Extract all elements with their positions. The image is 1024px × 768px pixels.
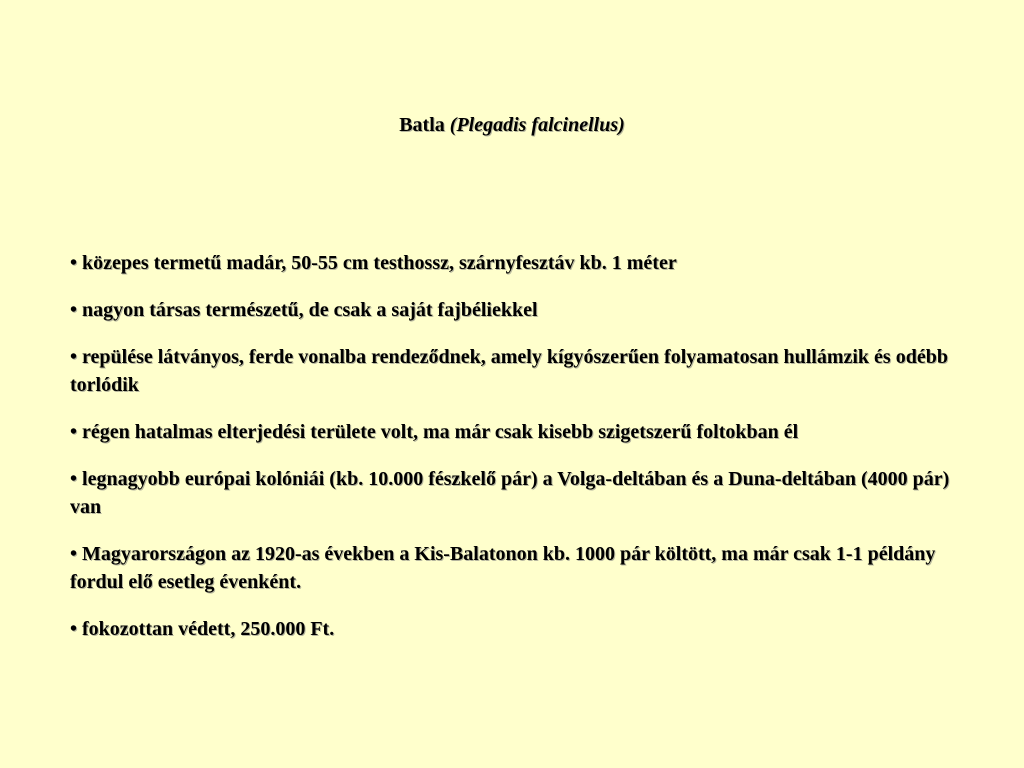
bullet-item [70, 296, 950, 324]
bullet-text: régen hatalmas elterjedési területe volt, ma már csak kisebb szigetszerű foltokban él [82, 421, 799, 443]
slide-title [0, 111, 1024, 139]
bullet-item [70, 465, 950, 521]
bullet-item [70, 249, 950, 277]
bullet-item [70, 418, 950, 446]
bullet-dot: • [70, 421, 78, 443]
bullet-dot: • [70, 346, 78, 368]
bullet-text: fokozottan védett, 250.000 Ft. [82, 618, 335, 640]
bullet-dot: • [70, 468, 78, 490]
bullet-item [70, 540, 950, 596]
bullet-list [70, 249, 950, 662]
bullet-item [70, 615, 950, 643]
bullet-text: közepes termetű madár, 50-55 cm testhossz, szárnyfesztáv kb. 1 méter [82, 252, 677, 274]
bullet-text: legnagyobb európai kolóniái (kb. 10.000 fészkelő pár) a Volga-deltában és a Duna-deltában (4000 pár) van [70, 468, 950, 518]
bullet-dot: • [70, 543, 78, 565]
bullet-text: Magyarországon az 1920-as években a Kis-Balatonon kb. 1000 pár költött, ma már csak 1-1 példány fordul elő esetleg évenként. [70, 543, 936, 593]
title-common-name: Batla [399, 114, 445, 136]
bullet-dot: • [70, 299, 78, 321]
bullet-text: nagyon társas természetű, de csak a saját fajbéliekkel [82, 299, 538, 321]
bullet-dot: • [70, 252, 78, 274]
bullet-dot: • [70, 618, 78, 640]
bullet-item [70, 343, 950, 399]
title-latin-name: (Plegadis falcinellus) [449, 114, 625, 136]
bullet-text: repülése látványos, ferde vonalba rendeződnek, amely kígyószerűen folyamatosan hullámzik és odébb torlódik [70, 346, 948, 396]
